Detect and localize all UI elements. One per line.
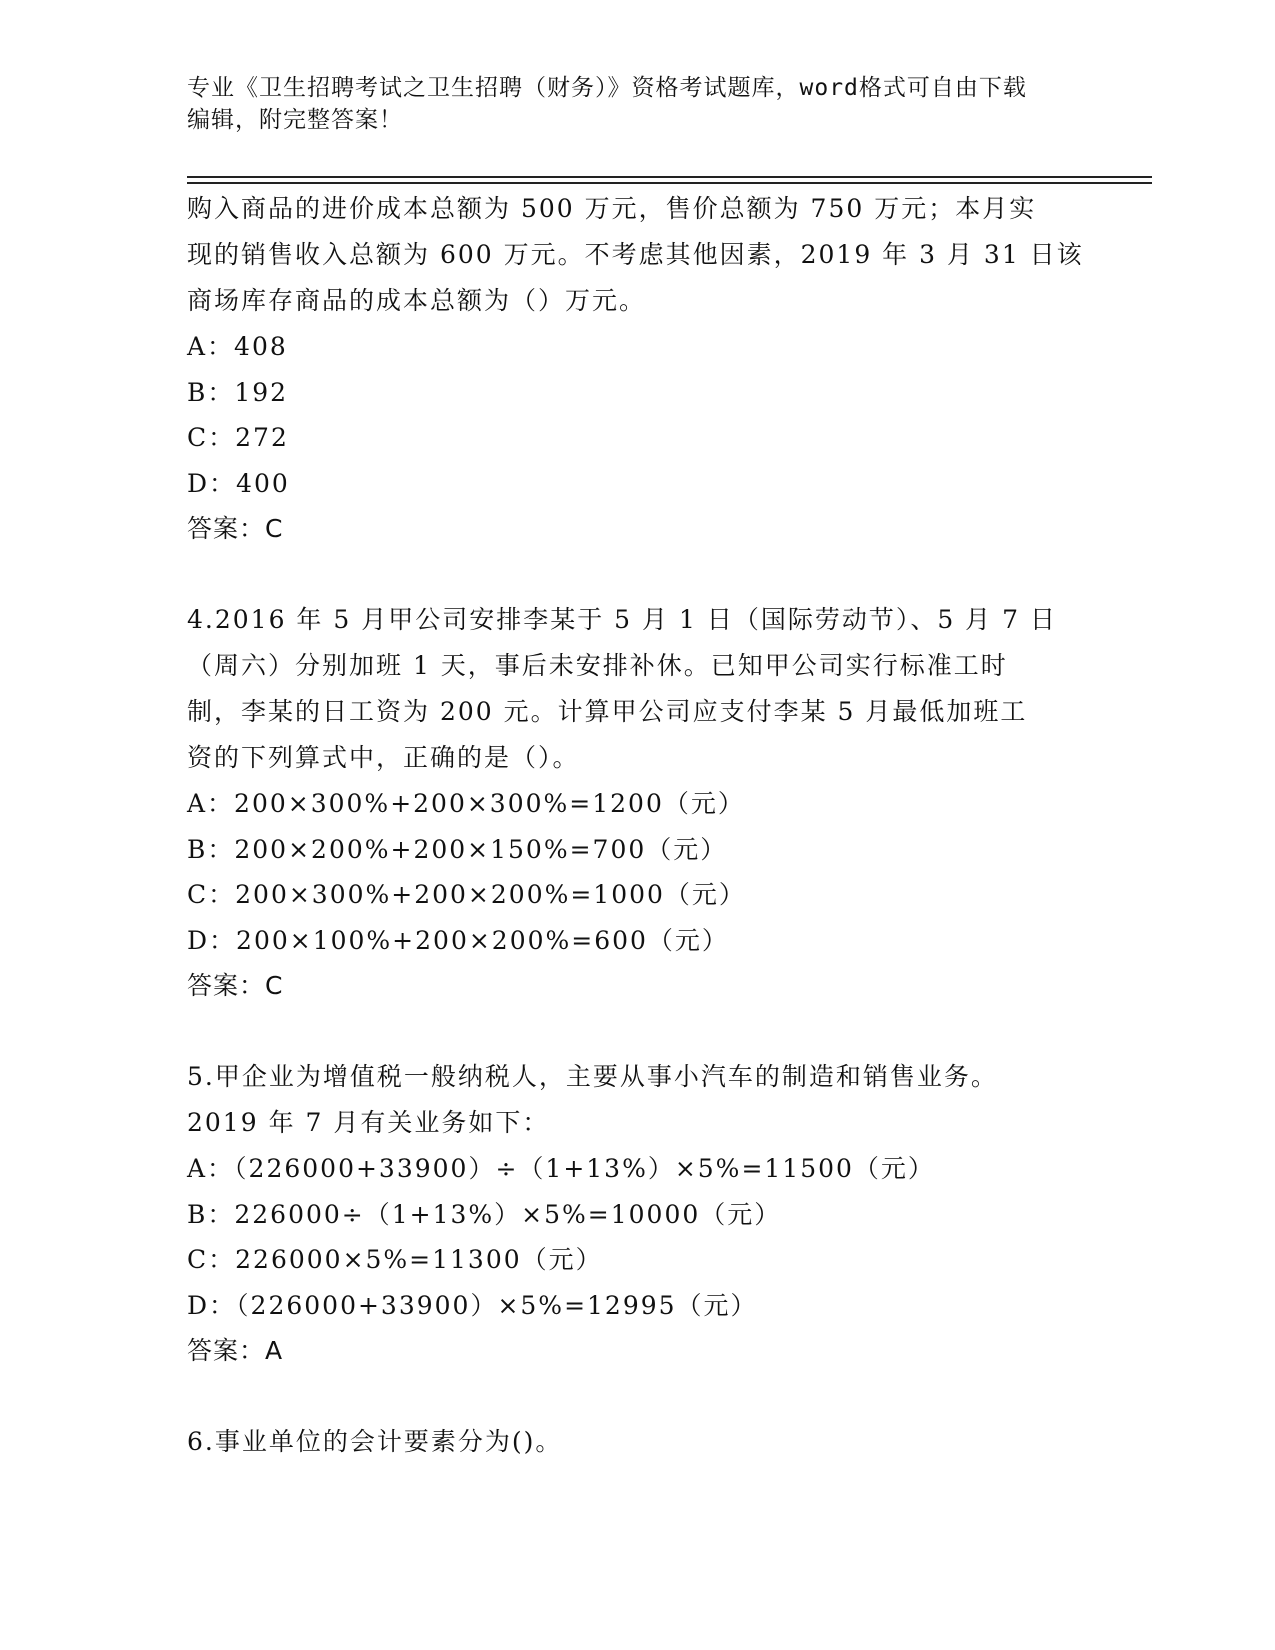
question-block — [187, 1419, 1087, 1465]
option-b: B：200×200%+200×150%=700（元） — [187, 834, 728, 864]
option-d: D：400 — [187, 468, 290, 498]
spacer — [187, 1374, 1087, 1419]
question-text-line: 5.甲企业为增值税一般纳税人，主要从事小汽车的制造和销售业务。 — [187, 1062, 998, 1091]
header-divider-bottom — [187, 182, 1152, 184]
answer-line: 答案：C — [187, 971, 284, 1000]
question-block — [187, 186, 1087, 552]
option-a: A：（226000+33900）÷（1+13%）×5%=11500（元） — [187, 1154, 935, 1183]
option-d: D：（226000+33900）×5%=12995（元） — [187, 1290, 758, 1320]
header-divider-top — [187, 176, 1152, 178]
option-c: C：226000×5%=11300（元） — [187, 1245, 603, 1274]
question-text-line: 购入商品的进价成本总额为 500 万元，售价总额为 750 万元；本月实 — [187, 194, 1037, 223]
question-list — [187, 186, 1087, 1465]
question-text-line: 制，李某的日工资为 200 元。计算甲公司应支付李某 5 月最低加班工 — [187, 697, 1028, 726]
spacer — [187, 552, 1087, 597]
option-c: C：272 — [187, 423, 289, 452]
question-text-line: 资的下列算式中，正确的是（）。 — [187, 743, 580, 772]
document-header — [187, 72, 1087, 136]
answer-line: 答案：C — [187, 514, 284, 543]
header-line-2: 编辑，附完整答案！ — [187, 107, 403, 133]
spacer — [187, 1009, 1087, 1054]
question-text-line: 商场库存商品的成本总额为（）万元。 — [187, 286, 647, 315]
option-d: D：200×100%+200×200%=600（元） — [187, 925, 729, 955]
question-text-line: 6.事业单位的会计要素分为()。 — [187, 1427, 563, 1456]
question-text-line: （周六）分别加班 1 天，事后未安排补休。已知甲公司实行标准工时 — [187, 651, 1008, 680]
question-block — [187, 1054, 1087, 1374]
option-b: B：226000÷（1+13%）×5%=10000（元） — [187, 1199, 782, 1229]
question-text-line: 2019 年 7 月有关业务如下： — [187, 1108, 550, 1137]
question-block — [187, 597, 1087, 1009]
header-line-1: 专业《卫生招聘考试之卫生招聘（财务）》资格考试题库，word格式可自由下载 — [187, 75, 1027, 101]
option-c: C：200×300%+200×200%=1000（元） — [187, 880, 746, 909]
option-a: A：200×300%+200×300%=1200（元） — [187, 789, 745, 818]
option-a: A：408 — [187, 332, 288, 361]
question-text-line: 现的销售收入总额为 600 万元。不考虑其他因素，2019 年 3 月 31 日该 — [187, 240, 1084, 269]
option-b: B：192 — [187, 377, 289, 407]
question-text-line: 4.2016 年 5 月甲公司安排李某于 5 月 1 日（国际劳动节）、5 月 7 日 — [187, 605, 1057, 634]
answer-line: 答案：A — [187, 1336, 284, 1365]
